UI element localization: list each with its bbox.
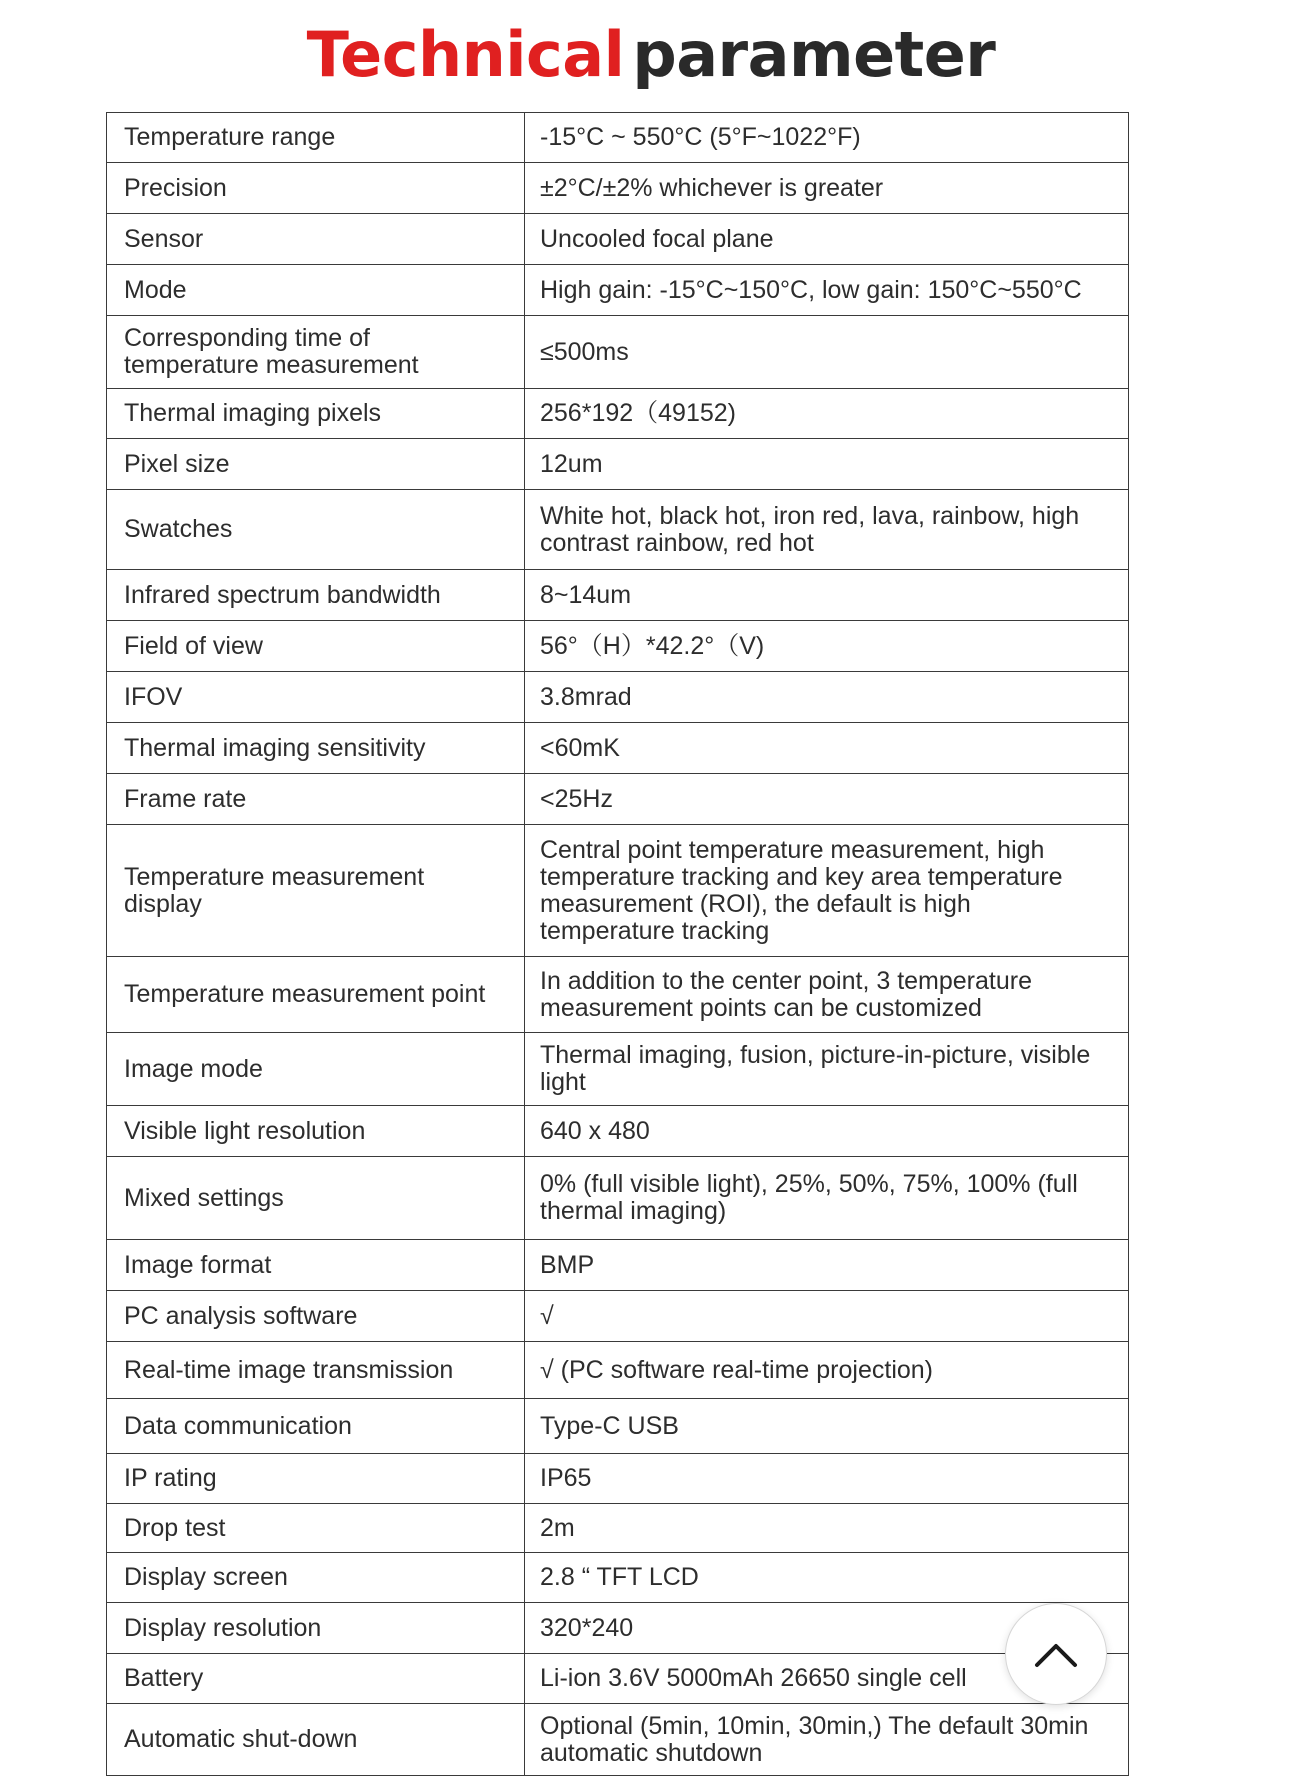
spec-value: Li-ion 3.6V 5000mAh 26650 single cell <box>525 1654 1129 1704</box>
chevron-up-icon <box>1034 1640 1078 1668</box>
spec-label: Precision <box>107 163 525 214</box>
spec-row <box>107 774 1129 825</box>
spec-row <box>107 957 1129 1033</box>
spec-row <box>107 316 1129 389</box>
spec-value: Thermal imaging, fusion, picture-in-picture, visible light <box>525 1033 1129 1106</box>
spec-row <box>107 570 1129 621</box>
spec-row <box>107 1399 1129 1454</box>
scroll-to-top-button[interactable] <box>1005 1603 1107 1705</box>
spec-label: Thermal imaging pixels <box>107 389 525 439</box>
spec-label: Swatches <box>107 490 525 570</box>
spec-row <box>107 1106 1129 1157</box>
spec-table <box>106 112 1129 1776</box>
spec-value: IP65 <box>525 1454 1129 1504</box>
spec-row <box>107 113 1129 163</box>
spec-label: Visible light resolution <box>107 1106 525 1157</box>
spec-row <box>107 1342 1129 1399</box>
spec-value: 56°（H）*42.2°（V) <box>525 621 1129 672</box>
spec-value: White hot, black hot, iron red, lava, rainbow, high contrast rainbow, red hot <box>525 490 1129 570</box>
spec-label: Temperature range <box>107 113 525 163</box>
spec-value: Optional (5min, 10min, 30min,) The default 30min automatic shutdown <box>525 1704 1129 1776</box>
spec-value: √ <box>525 1291 1129 1342</box>
spec-value: 640 x 480 <box>525 1106 1129 1157</box>
spec-label: Infrared spectrum bandwidth <box>107 570 525 621</box>
spec-row <box>107 621 1129 672</box>
spec-label: Automatic shut-down <box>107 1704 525 1776</box>
spec-value: 320*240 <box>525 1603 1129 1654</box>
spec-value: 2m <box>525 1504 1129 1553</box>
spec-label: Temperature measurement display <box>107 825 525 957</box>
spec-value: ≤500ms <box>525 316 1129 389</box>
spec-row <box>107 1157 1129 1240</box>
spec-row <box>107 672 1129 723</box>
spec-row <box>107 439 1129 490</box>
spec-label: Pixel size <box>107 439 525 490</box>
spec-value: 3.8mrad <box>525 672 1129 723</box>
page-title <box>0 16 1302 94</box>
spec-value: Type-C USB <box>525 1399 1129 1454</box>
spec-row <box>107 214 1129 265</box>
spec-label: Mode <box>107 265 525 316</box>
spec-label: Thermal imaging sensitivity <box>107 723 525 774</box>
spec-row <box>107 1553 1129 1603</box>
spec-label: Temperature measurement point <box>107 957 525 1033</box>
spec-value: 0% (full visible light), 25%, 50%, 75%, 100% (full thermal imaging) <box>525 1157 1129 1240</box>
spec-value: Uncooled focal plane <box>525 214 1129 265</box>
spec-value: Central point temperature measurement, high temperature tracking and key area temperature measurement (ROI), the default is high temperature tracking <box>525 825 1129 957</box>
spec-label: Image format <box>107 1240 525 1291</box>
spec-value: -15°C ~ 550°C (5°F~1022°F) <box>525 113 1129 163</box>
spec-label: Mixed settings <box>107 1157 525 1240</box>
spec-value: ±2°C/±2% whichever is greater <box>525 163 1129 214</box>
page-title-part1: Technical <box>306 18 625 91</box>
spec-row <box>107 1704 1129 1776</box>
spec-row <box>107 1454 1129 1504</box>
spec-row <box>107 1033 1129 1106</box>
spec-value: 256*192（49152) <box>525 389 1129 439</box>
spec-row <box>107 1291 1129 1342</box>
spec-label: Sensor <box>107 214 525 265</box>
spec-value: In addition to the center point, 3 temperature measurement points can be customized <box>525 957 1129 1033</box>
spec-value: <60mK <box>525 723 1129 774</box>
spec-row <box>107 265 1129 316</box>
spec-value: <25Hz <box>525 774 1129 825</box>
spec-label: Display resolution <box>107 1603 525 1654</box>
spec-value: √ (PC software real-time projection) <box>525 1342 1129 1399</box>
spec-label: Drop test <box>107 1504 525 1553</box>
spec-row <box>107 1504 1129 1553</box>
spec-label: Display screen <box>107 1553 525 1603</box>
spec-row <box>107 1240 1129 1291</box>
spec-label: Frame rate <box>107 774 525 825</box>
spec-value: 2.8 “ TFT LCD <box>525 1553 1129 1603</box>
spec-row <box>107 1654 1129 1704</box>
spec-row <box>107 163 1129 214</box>
spec-label: Corresponding time of temperature measurement <box>107 316 525 389</box>
spec-label: IP rating <box>107 1454 525 1504</box>
spec-row <box>107 723 1129 774</box>
spec-value: BMP <box>525 1240 1129 1291</box>
spec-row <box>107 389 1129 439</box>
spec-value: 8~14um <box>525 570 1129 621</box>
spec-row <box>107 490 1129 570</box>
spec-row <box>107 1603 1129 1654</box>
spec-label: IFOV <box>107 672 525 723</box>
page-title-part2: parameter <box>632 18 996 91</box>
spec-value: High gain: -15°C~150°C, low gain: 150°C~550°C <box>525 265 1129 316</box>
spec-label: Field of view <box>107 621 525 672</box>
spec-label: Battery <box>107 1654 525 1704</box>
spec-label: Data communication <box>107 1399 525 1454</box>
spec-label: Image mode <box>107 1033 525 1106</box>
spec-row <box>107 825 1129 957</box>
spec-label: PC analysis software <box>107 1291 525 1342</box>
spec-label: Real-time image transmission <box>107 1342 525 1399</box>
spec-value: 12um <box>525 439 1129 490</box>
